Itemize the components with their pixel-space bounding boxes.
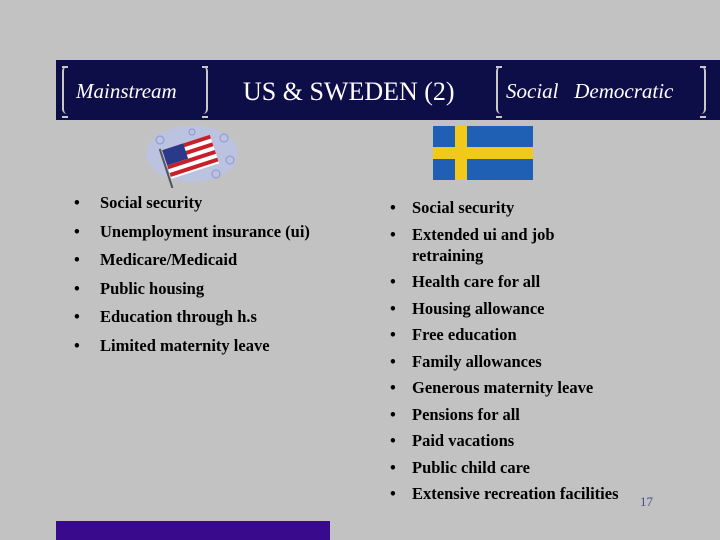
sweden-programs-list bbox=[390, 197, 690, 510]
social-democratic-label-box bbox=[496, 66, 706, 114]
list-item: • Generous maternity leave bbox=[390, 378, 594, 397]
list-item: • Housing allowance bbox=[390, 298, 545, 318]
list-item: • Free education bbox=[390, 325, 517, 344]
list-item: • Family allowances bbox=[390, 351, 542, 371]
list-item: • Paid vacations bbox=[390, 431, 515, 450]
footer-bar bbox=[56, 521, 330, 540]
list-item: • Extended ui and job retraining bbox=[390, 224, 555, 265]
list-item: • Education through h.s bbox=[74, 307, 257, 326]
page-number: 17 bbox=[640, 494, 653, 509]
slide-title: US & SWEDEN (2) bbox=[243, 77, 455, 106]
list-item: • Limited maternity leave bbox=[74, 335, 270, 355]
sweden-flag-icon bbox=[433, 126, 533, 180]
list-item: • Social security bbox=[74, 193, 203, 212]
mainstream-label-box bbox=[62, 66, 208, 114]
us-programs-list bbox=[74, 192, 374, 363]
list-item: • Medicare/Medicaid bbox=[74, 250, 238, 269]
list-item: • Unemployment insurance (ui) bbox=[74, 221, 310, 241]
list-item: • Social security bbox=[390, 198, 515, 217]
list-item: • Health care for all bbox=[390, 272, 541, 291]
list-item: • Public housing bbox=[74, 278, 205, 298]
mainstream-label: Mainstream bbox=[76, 79, 177, 103]
us-flag-icon bbox=[140, 124, 242, 188]
list-item: • Public child care bbox=[390, 457, 530, 477]
list-item: • Extensive recreation facilities bbox=[390, 484, 619, 503]
social-democratic-label: Social Democratic bbox=[506, 79, 674, 103]
list-item: • Pensions for all bbox=[390, 404, 520, 424]
